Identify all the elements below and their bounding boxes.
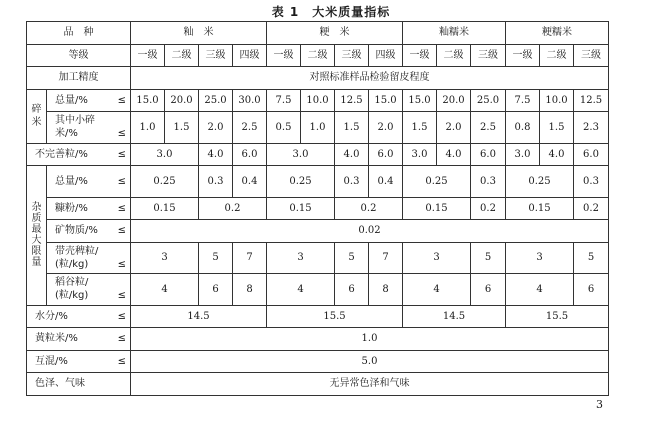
- rice-quality-table: [26, 21, 609, 396]
- value-cell: 7.5: [267, 89, 301, 112]
- value-cell: 30.0: [233, 89, 267, 112]
- value-cell: 0.15: [267, 197, 335, 220]
- row-label: 稻谷粒/ (粒/kg) ≤: [47, 274, 131, 306]
- value-cell: 7: [233, 242, 267, 274]
- value-cell: 0.8: [506, 112, 540, 144]
- value-cell: 15.0: [131, 89, 165, 112]
- value-cell: 1.5: [403, 112, 437, 144]
- value-cell: 10.0: [301, 89, 335, 112]
- value-cell: 4: [506, 274, 574, 306]
- value-cell: 15.0: [403, 89, 437, 112]
- row-yellow: [27, 328, 609, 351]
- value-cell: 5: [574, 242, 609, 274]
- value-cell: 0.15: [506, 197, 574, 220]
- row-label: 黄粒米/% ≤: [27, 328, 131, 351]
- group-header-xian: 籼 米: [131, 22, 267, 45]
- grade-cell: 四级: [369, 44, 403, 67]
- row-label: 互混/% ≤: [27, 350, 131, 373]
- value-cell: 1.5: [165, 112, 199, 144]
- value-cell: 6.0: [471, 143, 506, 166]
- value-cell: 3: [403, 242, 471, 274]
- grade-cell: 二级: [301, 44, 335, 67]
- value-cell: 6.0: [574, 143, 609, 166]
- row-broken-small: [27, 112, 609, 144]
- value-cell: 4.0: [335, 143, 369, 166]
- row-moisture: [27, 305, 609, 328]
- grade-cell: 一级: [506, 44, 540, 67]
- value-cell: 6: [471, 274, 506, 306]
- value-cell: 0.25: [131, 166, 199, 198]
- value-cell: 6.0: [233, 143, 267, 166]
- value-cell: 0.15: [131, 197, 199, 220]
- group-header-gengnuo: 粳糯米: [506, 22, 609, 45]
- value-cell: 1.5: [335, 112, 369, 144]
- value-cell: 0.25: [403, 166, 471, 198]
- yellow-value: 1.0: [131, 328, 609, 351]
- value-cell: 0.2: [574, 197, 609, 220]
- value-cell: 7: [369, 242, 403, 274]
- value-cell: 0.15: [403, 197, 471, 220]
- variety-header: 品 种: [27, 22, 131, 45]
- value-cell: 7.5: [506, 89, 540, 112]
- value-cell: 2.0: [199, 112, 233, 144]
- header-row-grade: [27, 44, 609, 67]
- value-cell: 20.0: [437, 89, 471, 112]
- value-cell: 2.5: [471, 112, 506, 144]
- value-cell: 0.3: [471, 166, 506, 198]
- value-cell: 5: [471, 242, 506, 274]
- value-cell: 2.3: [574, 112, 609, 144]
- row-mixed: [27, 350, 609, 373]
- mineral-value: 0.02: [131, 220, 609, 243]
- row-impurity-total: [27, 166, 609, 198]
- group-header-xiannuo: 籼糯米: [403, 22, 506, 45]
- row-precision: [27, 67, 609, 90]
- value-cell: 2.0: [369, 112, 403, 144]
- value-cell: 0.2: [199, 197, 267, 220]
- value-cell: 0.5: [267, 112, 301, 144]
- row-imperfect: [27, 143, 609, 166]
- row-broken-total: [27, 89, 609, 112]
- value-cell: 4: [403, 274, 471, 306]
- value-cell: 3.0: [131, 143, 199, 166]
- value-cell: 3.0: [267, 143, 335, 166]
- value-cell: 1.5: [540, 112, 574, 144]
- precision-value: 对照标准样品检验留皮程度: [131, 67, 609, 90]
- value-cell: 3.0: [506, 143, 540, 166]
- row-label: 加工精度: [27, 67, 131, 90]
- row-label: 总量/% ≤: [47, 89, 131, 112]
- value-cell: 1.0: [131, 112, 165, 144]
- row-label: 带壳稗粒/ (粒/kg) ≤: [47, 242, 131, 274]
- grade-cell: 一级: [267, 44, 301, 67]
- value-cell: 0.3: [335, 166, 369, 198]
- grade-cell: 四级: [233, 44, 267, 67]
- row-bran: [27, 197, 609, 220]
- value-cell: 1.0: [301, 112, 335, 144]
- value-cell: 0.4: [369, 166, 403, 198]
- grade-cell: 三级: [471, 44, 506, 67]
- value-cell: 0.2: [335, 197, 403, 220]
- value-cell: 2.0: [437, 112, 471, 144]
- value-cell: 10.0: [540, 89, 574, 112]
- value-cell: 4: [267, 274, 335, 306]
- grade-cell: 一级: [403, 44, 437, 67]
- value-cell: 3: [506, 242, 574, 274]
- value-cell: 6.0: [369, 143, 403, 166]
- value-cell: 14.5: [403, 305, 506, 328]
- value-cell: 2.5: [233, 112, 267, 144]
- group-header-geng: 粳 米: [267, 22, 403, 45]
- row-label: 糠粉/% ≤: [47, 197, 131, 220]
- value-cell: 8: [369, 274, 403, 306]
- impurity-group-label: 杂 质 最 大 限 量: [27, 166, 47, 306]
- value-cell: 6: [335, 274, 369, 306]
- row-label: 其中小碎 米/% ≤: [47, 112, 131, 144]
- color-odor-value: 无异常色泽和气味: [131, 373, 609, 396]
- value-cell: 3.0: [403, 143, 437, 166]
- value-cell: 8: [233, 274, 267, 306]
- value-cell: 5: [199, 242, 233, 274]
- page-number: 3: [596, 398, 603, 411]
- row-label: 矿物质/% ≤: [47, 220, 131, 243]
- value-cell: 6: [199, 274, 233, 306]
- value-cell: 0.3: [199, 166, 233, 198]
- value-cell: 3: [267, 242, 335, 274]
- value-cell: 12.5: [574, 89, 609, 112]
- value-cell: 0.3: [574, 166, 609, 198]
- value-cell: 12.5: [335, 89, 369, 112]
- value-cell: 4.0: [540, 143, 574, 166]
- value-cell: 0.2: [471, 197, 506, 220]
- value-cell: 5: [335, 242, 369, 274]
- grade-cell: 一级: [131, 44, 165, 67]
- row-label: 总量/% ≤: [47, 166, 131, 198]
- value-cell: 0.25: [267, 166, 335, 198]
- grade-cell: 三级: [574, 44, 609, 67]
- row-mineral: [27, 220, 609, 243]
- value-cell: 25.0: [471, 89, 506, 112]
- value-cell: 0.4: [233, 166, 267, 198]
- value-cell: 0.25: [506, 166, 574, 198]
- value-cell: 20.0: [165, 89, 199, 112]
- value-cell: 25.0: [199, 89, 233, 112]
- header-row-variety: [27, 22, 609, 45]
- grade-cell: 二级: [165, 44, 199, 67]
- table-title: 表 1 大米质量指标: [271, 5, 391, 19]
- value-cell: 15.0: [369, 89, 403, 112]
- row-color-odor: [27, 373, 609, 396]
- grade-cell: 二级: [540, 44, 574, 67]
- value-cell: 14.5: [131, 305, 267, 328]
- grade-cell: 三级: [335, 44, 369, 67]
- value-cell: 15.5: [267, 305, 403, 328]
- row-label: 色泽、气味: [27, 373, 131, 396]
- row-label: 水分/% ≤: [27, 305, 131, 328]
- value-cell: 4.0: [199, 143, 233, 166]
- grade-cell: 三级: [199, 44, 233, 67]
- grade-header: 等级: [27, 44, 131, 67]
- row-paddy-grains: [27, 274, 609, 306]
- value-cell: 15.5: [506, 305, 609, 328]
- value-cell: 3: [131, 242, 199, 274]
- row-husked-grains: [27, 242, 609, 274]
- value-cell: 4.0: [437, 143, 471, 166]
- row-label: 不完善粒/% ≤: [27, 143, 131, 166]
- grade-cell: 二级: [437, 44, 471, 67]
- value-cell: 6: [574, 274, 609, 306]
- value-cell: 4: [131, 274, 199, 306]
- broken-group-label: 碎米: [27, 89, 47, 143]
- mixed-value: 5.0: [131, 350, 609, 373]
